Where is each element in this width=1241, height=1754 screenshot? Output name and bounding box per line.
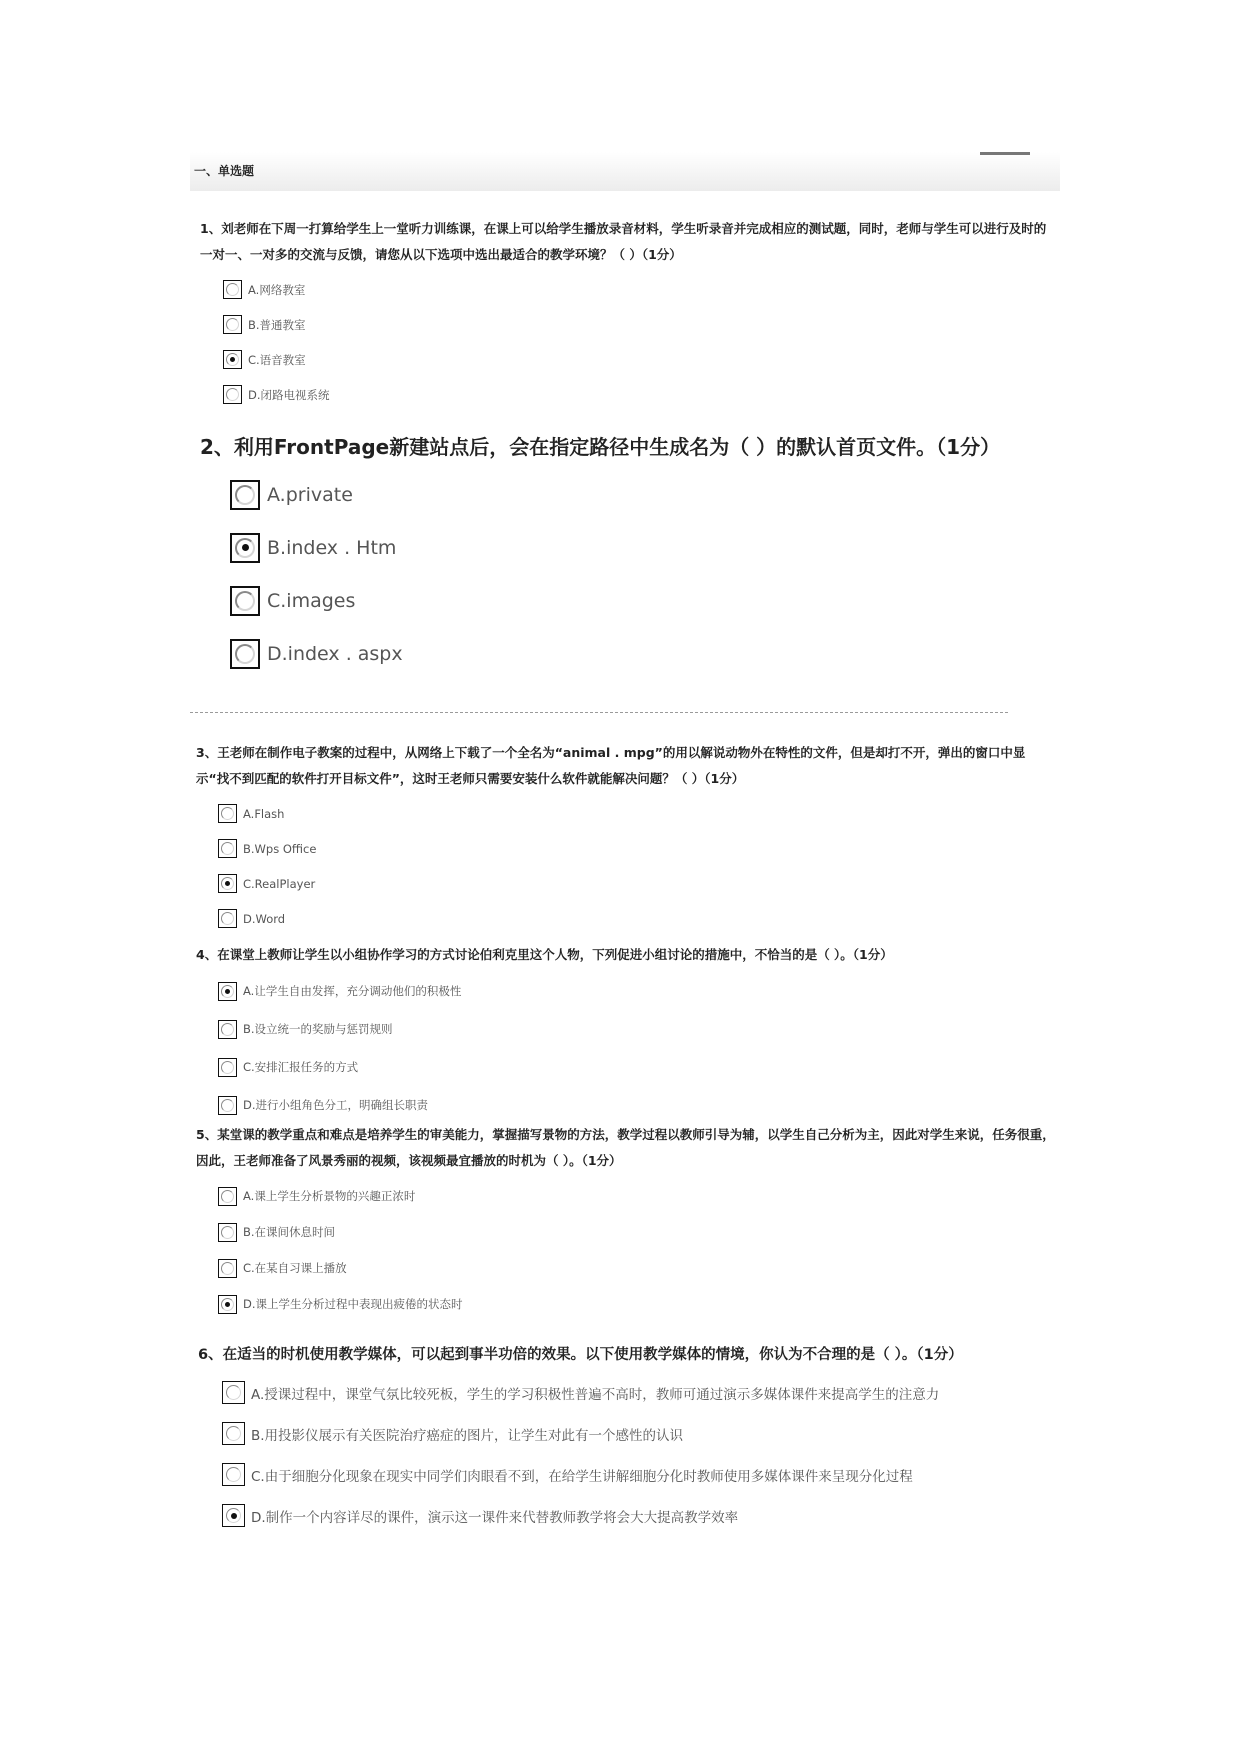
option-3-a[interactable] xyxy=(218,796,1048,831)
question-3 xyxy=(196,740,1048,936)
option-5-d[interactable] xyxy=(218,1286,1056,1322)
radio-button-icon[interactable] xyxy=(218,1058,237,1077)
option-1-c[interactable] xyxy=(223,342,1052,377)
option-4-b[interactable] xyxy=(218,1010,1056,1048)
option-3-b[interactable] xyxy=(218,831,1048,866)
option-label: D.闭路电视系统 xyxy=(248,387,330,402)
option-label: B.index . Htm xyxy=(267,536,397,559)
question-1 xyxy=(200,216,1052,412)
option-label: B.在课间休息时间 xyxy=(243,1225,336,1239)
question-2 xyxy=(200,432,1060,680)
radio-button-icon[interactable] xyxy=(230,586,260,616)
option-2-b[interactable] xyxy=(230,521,1060,574)
radio-button-icon[interactable] xyxy=(218,1020,237,1039)
option-label: D.Word xyxy=(243,911,286,926)
question-6 xyxy=(198,1340,1058,1536)
radio-button-icon[interactable] xyxy=(222,1504,245,1527)
radio-button-icon[interactable] xyxy=(223,315,242,334)
option-label: C.在某自习课上播放 xyxy=(243,1261,347,1275)
section-header xyxy=(190,152,1060,191)
option-label: C.安排汇报任务的方式 xyxy=(243,1060,359,1074)
radio-button-icon[interactable] xyxy=(218,839,237,858)
section-title: 一、单选题 xyxy=(194,164,255,178)
radio-button-icon[interactable] xyxy=(218,1295,237,1314)
option-3-c[interactable] xyxy=(218,866,1048,901)
question-2-text: 2、利用FrontPage新建站点后，会在指定路径中生成名为（ ）的默认首页文件。（1分） xyxy=(200,435,1001,459)
radio-button-icon[interactable] xyxy=(223,385,242,404)
option-6-d[interactable] xyxy=(222,1495,1058,1536)
option-4-a[interactable] xyxy=(218,972,1056,1010)
radio-button-icon[interactable] xyxy=(218,909,237,928)
option-2-c[interactable] xyxy=(230,574,1060,627)
option-1-b[interactable] xyxy=(223,307,1052,342)
option-4-d[interactable] xyxy=(218,1086,1056,1124)
question-5 xyxy=(196,1122,1056,1322)
radio-button-icon[interactable] xyxy=(222,1381,245,1404)
radio-button-icon[interactable] xyxy=(218,982,237,1001)
option-label: D.进行小组角色分工，明确组长职责 xyxy=(243,1098,429,1112)
option-5-b[interactable] xyxy=(218,1214,1056,1250)
option-label: C.RealPlayer xyxy=(243,876,316,891)
option-2-a[interactable] xyxy=(230,468,1060,521)
dashed-divider xyxy=(190,712,1008,713)
option-label: A.Flash xyxy=(243,806,285,821)
option-label: C.由于细胞分化现象在现实中同学们肉眼看不到，在给学生讲解细胞分化时教师使用多媒体课件来呈现分化过程 xyxy=(251,1468,913,1485)
option-label: A.private xyxy=(267,483,353,506)
radio-button-icon[interactable] xyxy=(223,280,242,299)
radio-button-icon[interactable] xyxy=(218,804,237,823)
question-4 xyxy=(196,942,1056,1124)
radio-button-icon[interactable] xyxy=(222,1463,245,1486)
question-6-text: 6、在适当的时机使用教学媒体，可以起到事半功倍的效果。以下使用教学媒体的情境，你认为不合理的是（ ）。（1分） xyxy=(198,1347,963,1363)
option-6-a[interactable] xyxy=(222,1372,1058,1413)
option-label: C.images xyxy=(267,589,356,612)
option-2-d[interactable] xyxy=(230,627,1060,680)
radio-button-icon[interactable] xyxy=(218,1223,237,1242)
radio-button-icon[interactable] xyxy=(230,639,260,669)
question-3-text: 3、王老师在制作电子教案的过程中，从网络上下载了一个全名为“animal . mpg”的用以解说动物外在特性的文件，但是却打不开，弹出的窗口中显示“找不到匹配的软件打开目标文件”，这时王老师只需要安装什么软件就能解决问题？（ ）（1分） xyxy=(196,745,1026,786)
option-label: B.普通教室 xyxy=(248,317,306,332)
radio-button-icon[interactable] xyxy=(218,1259,237,1278)
option-6-c[interactable] xyxy=(222,1454,1058,1495)
option-label: D.index . aspx xyxy=(267,642,403,665)
radio-button-icon[interactable] xyxy=(222,1422,245,1445)
option-label: D.课上学生分析过程中表现出疲倦的状态时 xyxy=(243,1297,463,1311)
option-label: A.课上学生分析景物的兴趣正浓时 xyxy=(243,1189,416,1203)
option-4-c[interactable] xyxy=(218,1048,1056,1086)
option-5-c[interactable] xyxy=(218,1250,1056,1286)
option-3-d[interactable] xyxy=(218,901,1048,936)
option-label: A.让学生自由发挥，充分调动他们的积极性 xyxy=(243,984,462,998)
option-1-a[interactable] xyxy=(223,272,1052,307)
option-label: A.授课过程中，课堂气氛比较死板，学生的学习积极性普遍不高时，教师可通过演示多媒体课件来提高学生的注意力 xyxy=(251,1386,940,1403)
question-5-text: 5、某堂课的教学重点和难点是培养学生的审美能力，掌握描写景物的方法，教学过程以教师引导为辅，以学生自己分析为主，因此对学生来说，任务很重，因此，王老师准备了风景秀丽的视频，该视频最宜播放的时机为（ ）。（1分） xyxy=(196,1127,1055,1168)
option-label: C.语音教室 xyxy=(248,352,306,367)
option-label: A.网络教室 xyxy=(248,282,306,297)
header-scroll-indicator xyxy=(980,152,1030,155)
radio-button-icon[interactable] xyxy=(218,874,237,893)
option-6-b[interactable] xyxy=(222,1413,1058,1454)
question-1-text: 1、刘老师在下周一打算给学生上一堂听力训练课，在课上可以给学生播放录音材料，学生听录音并完成相应的测试题，同时，老师与学生可以进行及时的一对一、一对多的交流与反馈，请您从以下选项中选出最适合的教学环境？（ ）（1分） xyxy=(200,221,1047,262)
option-1-d[interactable] xyxy=(223,377,1052,412)
radio-button-icon[interactable] xyxy=(223,350,242,369)
radio-button-icon[interactable] xyxy=(230,480,260,510)
option-label: D.制作一个内容详尽的课件，演示这一课件来代替教师教学将会大大提高教学效率 xyxy=(251,1509,739,1526)
radio-button-icon[interactable] xyxy=(230,533,260,563)
radio-button-icon[interactable] xyxy=(218,1187,237,1206)
option-label: B.设立统一的奖励与惩罚规则 xyxy=(243,1022,393,1036)
option-label: B.用投影仪展示有关医院治疗癌症的图片，让学生对此有一个感性的认识 xyxy=(251,1427,684,1444)
radio-button-icon[interactable] xyxy=(218,1096,237,1115)
question-4-text: 4、在课堂上教师让学生以小组协作学习的方式讨论伯利克里这个人物，下列促进小组讨论的措施中，不恰当的是（ ）。（1分） xyxy=(196,947,893,962)
option-label: B.Wps Office xyxy=(243,841,317,856)
option-5-a[interactable] xyxy=(218,1178,1056,1214)
